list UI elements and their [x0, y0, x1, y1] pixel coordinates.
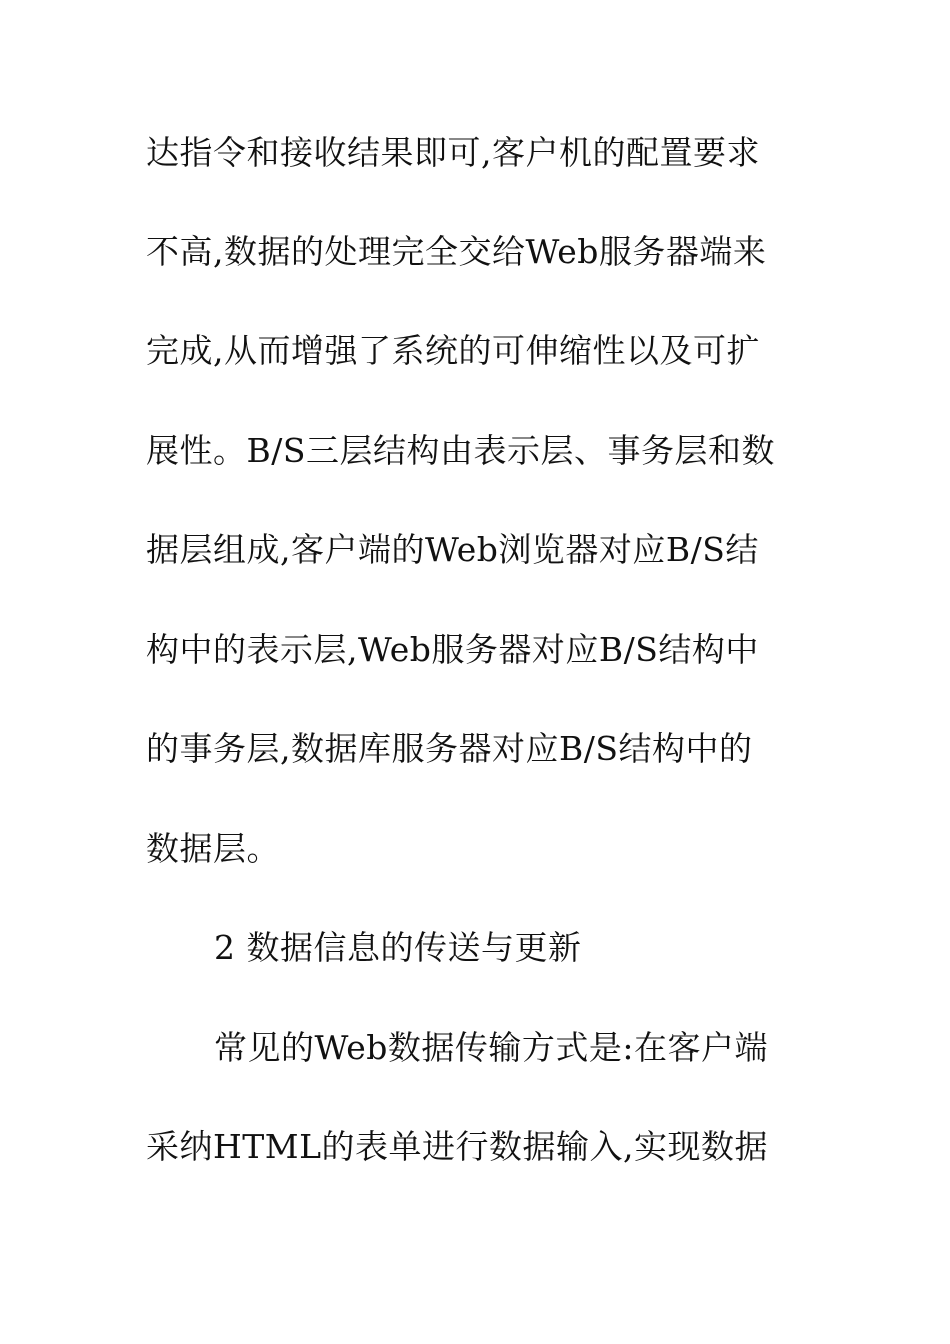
text-line: 完成,从而增强了系统的可伸缩性以及可扩 — [146, 331, 760, 370]
text-line: 据层组成,客户端的Web浏览器对应B/S结 — [146, 530, 759, 569]
text-line: 构中的表示层,Web服务器对应B/S结构中 — [146, 630, 759, 669]
text-line: 采纳HTML的表单进行数据输入,实现数据 — [146, 1127, 768, 1166]
text-line: 达指令和接收结果即可,客户机的配置要求 — [146, 133, 760, 172]
section-heading: 2 数据信息的传送与更新 — [214, 928, 582, 967]
text-line: 常见的Web数据传输方式是:在客户端 — [214, 1028, 768, 1067]
text-line: 数据层。 — [146, 829, 280, 868]
text-line: 的事务层,数据库服务器对应B/S结构中的 — [146, 729, 753, 768]
text-line: 不高,数据的处理完全交给Web服务器端来 — [146, 232, 767, 271]
text-line: 展性。B/S三层结构由表示层、事务层和数 — [146, 431, 775, 470]
